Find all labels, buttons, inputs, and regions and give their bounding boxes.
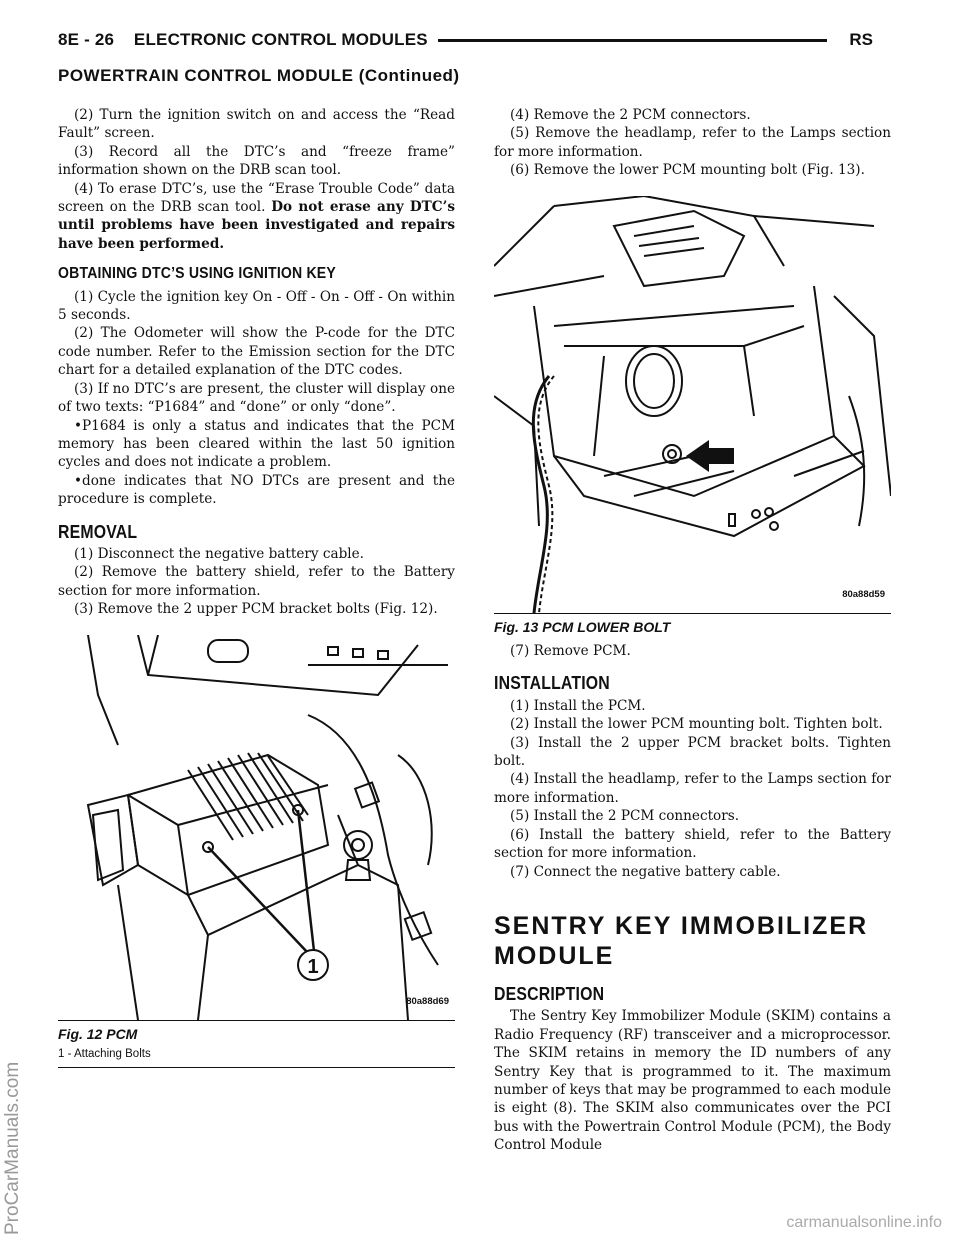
paragraph: (1) Disconnect the negative battery cable. — [74, 545, 365, 562]
paragraph: (6) Install the battery shield, refer to the Battery section for more information. — [494, 826, 891, 862]
paragraph: (4) Install the headlamp, refer to the Lamps section for more information. — [494, 771, 891, 806]
bullet-text: P1684 is only a status and indicates that the PCM memory has been cleared within the last 50 ignition cycles and does not indicate a problem. — [58, 417, 455, 471]
bullet-item — [58, 417, 455, 472]
paragraph: (3) Record all the DTC’s and “freeze frame” information shown on the DRB scan tool. — [58, 143, 455, 179]
paragraph: (5) Remove the headlamp, refer to the Lamps section for more information. — [494, 125, 891, 160]
header-section-title: 8E - 26 ELECTRONIC CONTROL MODULES — [58, 30, 428, 49]
footer-watermark: carmanualsonline.info — [786, 1214, 942, 1231]
left-column — [58, 106, 455, 1068]
paragraph: (6) Remove the lower PCM mounting bolt (Fig. 13). — [510, 162, 865, 179]
bullet-icon: • — [74, 472, 83, 489]
paragraph: The Sentry Key Immobilizer Module (SKIM) contains a Radio Frequency (RF) transceiver and a microprocessor. The SKIM retains in memory the ID numbers of any Sentry Key that is programmed to it. The maximum number of keys that may be programmed to each module is eight (8). The SKIM also communicates over the PCI bus with the Powertrain Control Module (PCM), the Body Control Module — [494, 1008, 891, 1154]
callout-1: 1 — [307, 955, 319, 978]
header-rule — [438, 39, 827, 42]
paragraph-text: (4) To erase DTC’s, use the “Erase Trouble Code” data screen on the DRB scan tool. — [58, 180, 455, 216]
paragraph — [58, 180, 455, 254]
figure-12-caption: Fig. 12 PCM — [58, 1025, 138, 1042]
figure-12-pcm-illustration — [58, 635, 455, 1021]
paragraph: (1) Cycle the ignition key On - Off - On - Off - On within 5 seconds. — [58, 288, 455, 324]
bullet-text: done indicates that NO DTCs are present and the procedure is complete. — [58, 472, 455, 508]
section-heading-installation: INSTALLATION — [494, 673, 610, 694]
paragraph: (2) Install the lower PCM mounting bolt. Tighten bolt. — [510, 716, 883, 733]
pcm-lower-bolt-drawing — [494, 196, 891, 613]
bullet-item — [58, 472, 455, 509]
paragraph: (1) Install the PCM. — [510, 697, 646, 714]
figure-12-legend: 1 - Attaching Bolts — [58, 1045, 455, 1068]
figure-12-code: 80a88d69 — [406, 996, 449, 1008]
warning-text: Do not erase any DTC’s until problems have been investigated and repairs have been performed. — [58, 199, 455, 252]
paragraph: (4) Remove the 2 PCM connectors. — [510, 107, 751, 123]
section-heading-description: DESCRIPTION — [494, 983, 605, 1004]
continued-heading: POWERTRAIN CONTROL MODULE (Continued) — [58, 66, 460, 85]
pcm-bracket-drawing — [58, 635, 455, 1020]
paragraph: (2) Remove the battery shield, refer to the Battery section for more information. — [58, 564, 455, 599]
figure-13-pcm-lower-bolt-illustration — [494, 196, 891, 614]
right-column — [494, 106, 891, 1155]
paragraph: (2) The Odometer will show the P-code for the DTC code number. Refer to the Emission section for the DTC chart for a detailed explanation of the DTC codes. — [58, 325, 455, 379]
page-header — [58, 30, 873, 60]
paragraph: (3) If no DTC’s are present, the cluster will display one of two texts: “P1684” and “done” or only “done”. — [58, 380, 455, 416]
paragraph: (3) Remove the 2 upper PCM bracket bolts (Fig. 12). — [74, 601, 438, 618]
figure-13-caption: Fig. 13 PCM LOWER BOLT — [494, 618, 671, 635]
paragraph: (3) Install the 2 upper PCM bracket bolts. Tighten bolt. — [494, 734, 891, 770]
paragraph: (7) Remove PCM. — [510, 643, 631, 660]
chapter-heading-skim: SENTRY KEY IMMOBILIZER MODULE — [494, 911, 869, 970]
section-heading-removal: REMOVAL — [58, 521, 138, 542]
header-model-code: RS — [849, 30, 873, 49]
paragraph: (7) Connect the negative battery cable. — [510, 863, 781, 880]
bullet-icon: • — [74, 417, 83, 434]
section-heading-obtaining-dtcs: OBTAINING DTC’S USING IGNITION KEY — [58, 265, 336, 283]
paragraph: (2) Turn the ignition switch on and access the “Read Fault” screen. — [58, 107, 455, 142]
side-watermark: ProCarManuals.com — [2, 1061, 23, 1235]
figure-13-code: 80a88d59 — [842, 589, 885, 601]
paragraph: (5) Install the 2 PCM connectors. — [510, 808, 740, 825]
